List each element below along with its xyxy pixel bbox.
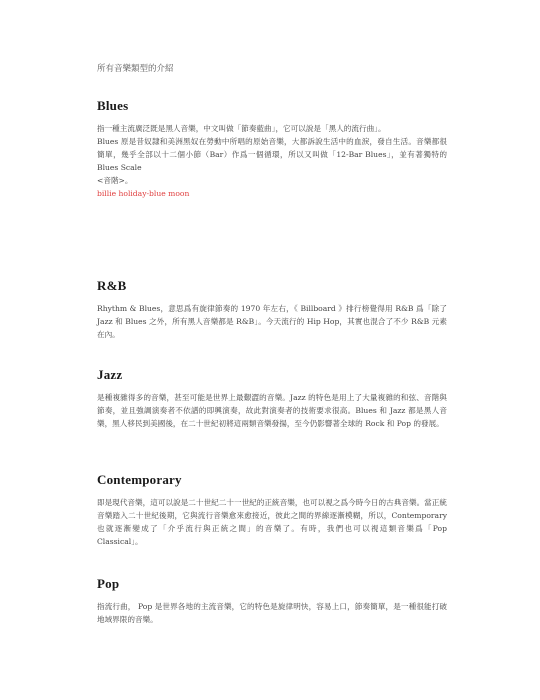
section-body: 是種複雜得多的音樂，甚至可能是世界上最艱澀的音樂。Jazz 的特色是用上了大量複雜的和弦、音階與節奏，並且強調演奏者不依譜的即興演奏，故此對演奏者的技術要求很高。Blues 和 Jazz 都是黑人音樂，黑人移民到美國後，在二十世紀初將這兩類音樂發揚，至今仍影響著全球的 Rock 和 Pop 的發展。 bbox=[97, 393, 447, 428]
section-blues bbox=[97, 98, 447, 200]
section-heading: R&B bbox=[97, 278, 127, 293]
section-heading: Jazz bbox=[97, 367, 123, 382]
section-body: 即是現代音樂，這可以說是二十世紀二十一世紀的正統音樂，也可以視之爲今時今日的古典音樂。當正統音樂踏入二十世紀後期，它與流行音樂愈來愈接近，彼此之間的界線逐漸模糊，所以，Contemporary 也就逐漸變成了「介乎流行與正統之間」的音樂了。有時，我們也可以視這類音樂爲「Pop Classical」。 bbox=[97, 498, 447, 546]
section-pop bbox=[97, 576, 447, 626]
section-heading: Blues bbox=[97, 98, 129, 113]
section-body: Blues 原是昔奴隸和美洲黑奴在勞動中所唱的原始音樂，大都訴說生活中的血淚，發自生活。音樂都很簡單，幾乎全部以十二個小節（Bar）作爲一個循環，所以又叫做「12-Bar Blues」，並有著獨特的 Blues Scale bbox=[97, 137, 447, 172]
section-rnb bbox=[97, 278, 447, 341]
section-body: 指流行曲， Pop 是世界各地的主流音樂，它的特色是旋律明快，容易上口，節奏簡單，是一種很能打破地域界限的音樂。 bbox=[97, 602, 447, 624]
section-contemporary bbox=[97, 472, 447, 548]
section-heading: Contemporary bbox=[97, 472, 182, 487]
section-body: 指一種主流廣泛既是黑人音樂，中文叫做「節奏藍曲」，它可以說是「黑人的流行曲」。 bbox=[97, 124, 386, 133]
section-jazz bbox=[97, 367, 447, 430]
section-body: Rhythm & Blues，意思爲有旋律節奏的 1970 年左右，《 Billboard 》排行榜覺得用 R&B 爲「除了 Jazz 和 Blues 之外，所有黑人音樂都是 R&B」。今天流行的 Hip Hop，其實也混合了不少 R&B 元素在內。 bbox=[97, 304, 447, 339]
section-body: <音階>。 bbox=[97, 176, 133, 185]
song-link[interactable]: billie holiday-blue moon bbox=[97, 189, 190, 198]
intro-text: 所有音樂類型的介紹 bbox=[97, 64, 174, 74]
section-heading: Pop bbox=[97, 576, 120, 591]
